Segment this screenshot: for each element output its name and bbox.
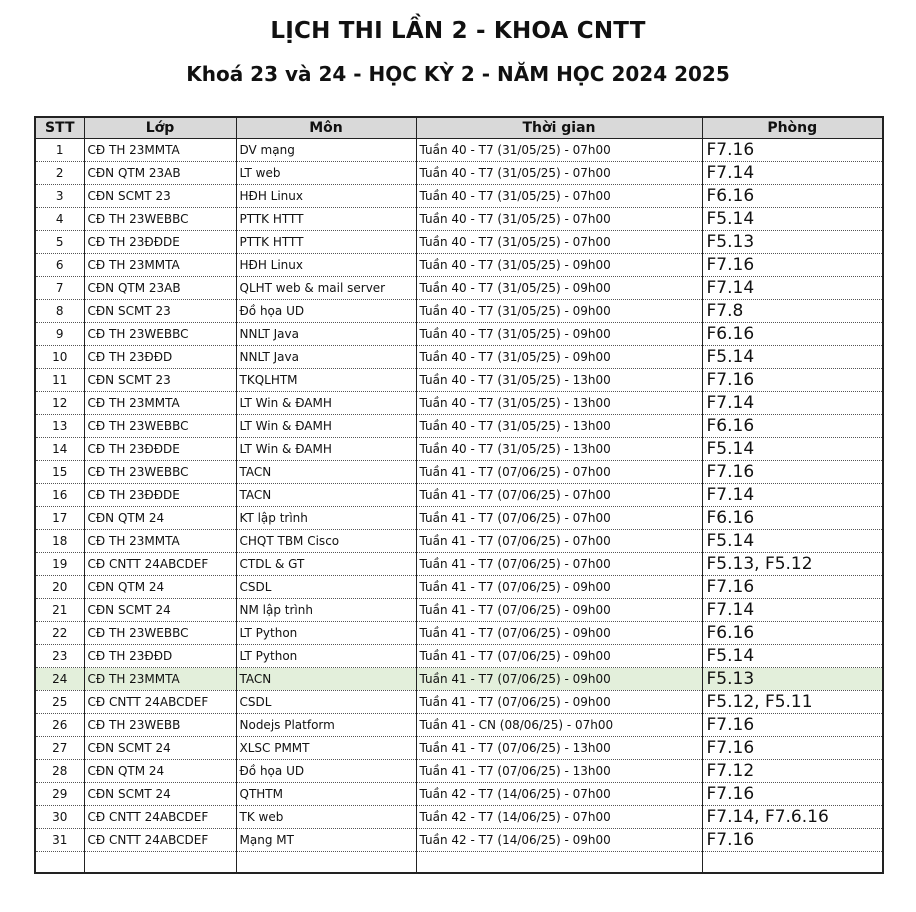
- cell-mon: LT Win & ĐAMH: [236, 392, 416, 415]
- cell-phong: F5.14: [702, 438, 882, 461]
- cell-thoigian: Tuần 40 - T7 (31/05/25) - 07h00: [416, 162, 702, 185]
- table-row: [36, 599, 882, 622]
- cell-phong: F6.16: [702, 622, 882, 645]
- cell-stt: 20: [36, 576, 84, 599]
- cell-thoigian: Tuần 40 - T7 (31/05/25) - 09h00: [416, 323, 702, 346]
- cell-lop: CĐ CNTT 24ABCDEF: [84, 691, 236, 714]
- cell-empty: [236, 852, 416, 873]
- header-phong: Phòng: [702, 118, 882, 139]
- cell-stt: 8: [36, 300, 84, 323]
- cell-phong: F7.14: [702, 392, 882, 415]
- cell-mon: DV mạng: [236, 139, 416, 162]
- cell-lop: CĐN SCMT 24: [84, 783, 236, 806]
- cell-phong: F6.16: [702, 415, 882, 438]
- cell-thoigian: Tuần 41 - T7 (07/06/25) - 07h00: [416, 484, 702, 507]
- cell-lop: CĐ TH 23MMTA: [84, 392, 236, 415]
- cell-phong: F7.16: [702, 737, 882, 760]
- cell-mon: LT Win & ĐAMH: [236, 438, 416, 461]
- table-row: [36, 231, 882, 254]
- cell-thoigian: Tuần 42 - T7 (14/06/25) - 07h00: [416, 783, 702, 806]
- cell-stt: 11: [36, 369, 84, 392]
- cell-thoigian: Tuần 41 - T7 (07/06/25) - 13h00: [416, 760, 702, 783]
- cell-lop: CĐ CNTT 24ABCDEF: [84, 806, 236, 829]
- cell-thoigian: Tuần 41 - T7 (07/06/25) - 07h00: [416, 461, 702, 484]
- table-row: [36, 208, 882, 231]
- cell-mon: TACN: [236, 668, 416, 691]
- table-row: [36, 553, 882, 576]
- table-row: [36, 392, 882, 415]
- cell-lop: CĐN QTM 23AB: [84, 162, 236, 185]
- cell-stt: 10: [36, 346, 84, 369]
- table-row: [36, 622, 882, 645]
- table-row: [36, 576, 882, 599]
- cell-mon: LT Python: [236, 645, 416, 668]
- cell-stt: 6: [36, 254, 84, 277]
- cell-thoigian: Tuần 40 - T7 (31/05/25) - 09h00: [416, 300, 702, 323]
- cell-phong: F7.8: [702, 300, 882, 323]
- cell-mon: NM lập trình: [236, 599, 416, 622]
- cell-thoigian: Tuần 41 - T7 (07/06/25) - 07h00: [416, 553, 702, 576]
- cell-phong: F5.14: [702, 208, 882, 231]
- cell-mon: Đồ họa UD: [236, 300, 416, 323]
- cell-lop: CĐ TH 23ĐĐDE: [84, 484, 236, 507]
- cell-thoigian: Tuần 41 - T7 (07/06/25) - 09h00: [416, 668, 702, 691]
- cell-stt: 4: [36, 208, 84, 231]
- cell-phong: F5.12, F5.11: [702, 691, 882, 714]
- cell-thoigian: Tuần 40 - T7 (31/05/25) - 13h00: [416, 369, 702, 392]
- cell-thoigian: Tuần 40 - T7 (31/05/25) - 13h00: [416, 415, 702, 438]
- cell-stt: 13: [36, 415, 84, 438]
- cell-thoigian: Tuần 40 - T7 (31/05/25) - 07h00: [416, 139, 702, 162]
- header-thoigian: Thời gian: [416, 118, 702, 139]
- cell-mon: KT lập trình: [236, 507, 416, 530]
- table-row: [36, 806, 882, 829]
- cell-stt: 19: [36, 553, 84, 576]
- cell-lop: CĐ CNTT 24ABCDEF: [84, 829, 236, 852]
- header-mon: Môn: [236, 118, 416, 139]
- page-title: LỊCH THI LẦN 2 - KHOA CNTT: [270, 18, 646, 44]
- cell-mon: CHQT TBM Cisco: [236, 530, 416, 553]
- table-row: [36, 645, 882, 668]
- cell-lop: CĐ TH 23WEBBC: [84, 622, 236, 645]
- cell-mon: TKQLHTM: [236, 369, 416, 392]
- cell-mon: Đồ họa UD: [236, 760, 416, 783]
- cell-thoigian: Tuần 40 - T7 (31/05/25) - 13h00: [416, 438, 702, 461]
- cell-lop: CĐN SCMT 23: [84, 185, 236, 208]
- table-row: [36, 139, 882, 162]
- cell-phong: F5.14: [702, 645, 882, 668]
- cell-lop: CĐ TH 23MMTA: [84, 254, 236, 277]
- table-row: [36, 714, 882, 737]
- cell-lop: CĐN QTM 24: [84, 507, 236, 530]
- cell-stt: 30: [36, 806, 84, 829]
- cell-lop: CĐ TH 23ĐĐDE: [84, 231, 236, 254]
- cell-lop: CĐN QTM 24: [84, 576, 236, 599]
- table-row: [36, 369, 882, 392]
- cell-stt: 21: [36, 599, 84, 622]
- table-row: [36, 185, 882, 208]
- cell-phong: F7.16: [702, 829, 882, 852]
- table-row: [36, 691, 882, 714]
- cell-stt: 1: [36, 139, 84, 162]
- table-row: [36, 530, 882, 553]
- cell-thoigian: Tuần 41 - CN (08/06/25) - 07h00: [416, 714, 702, 737]
- cell-empty: [416, 852, 702, 873]
- table-row: [36, 829, 882, 852]
- cell-thoigian: Tuần 40 - T7 (31/05/25) - 07h00: [416, 185, 702, 208]
- cell-lop: CĐ TH 23ĐĐDE: [84, 438, 236, 461]
- table-body: [36, 139, 882, 873]
- cell-phong: F7.16: [702, 576, 882, 599]
- table-row: [36, 461, 882, 484]
- cell-thoigian: Tuần 40 - T7 (31/05/25) - 07h00: [416, 231, 702, 254]
- cell-lop: CĐ TH 23WEBBC: [84, 208, 236, 231]
- table-row: [36, 737, 882, 760]
- cell-lop: CĐ TH 23ĐĐD: [84, 346, 236, 369]
- header-stt: STT: [36, 118, 84, 139]
- cell-mon: QTHTM: [236, 783, 416, 806]
- table-row: [36, 346, 882, 369]
- cell-phong: F7.16: [702, 783, 882, 806]
- cell-stt: 17: [36, 507, 84, 530]
- cell-lop: CĐN SCMT 24: [84, 599, 236, 622]
- cell-thoigian: Tuần 42 - T7 (14/06/25) - 09h00: [416, 829, 702, 852]
- cell-stt: 29: [36, 783, 84, 806]
- cell-mon: TACN: [236, 484, 416, 507]
- cell-thoigian: Tuần 41 - T7 (07/06/25) - 09h00: [416, 645, 702, 668]
- cell-lop: CĐ TH 23MMTA: [84, 530, 236, 553]
- cell-thoigian: Tuần 41 - T7 (07/06/25) - 09h00: [416, 622, 702, 645]
- table-row: [36, 162, 882, 185]
- cell-thoigian: Tuần 41 - T7 (07/06/25) - 09h00: [416, 576, 702, 599]
- cell-mon: TACN: [236, 461, 416, 484]
- cell-stt: 9: [36, 323, 84, 346]
- cell-lop: CĐ TH 23WEBBC: [84, 323, 236, 346]
- cell-stt: 25: [36, 691, 84, 714]
- cell-stt: 22: [36, 622, 84, 645]
- cell-empty: [84, 852, 236, 873]
- cell-mon: XLSC PMMT: [236, 737, 416, 760]
- cell-phong: F5.13, F5.12: [702, 553, 882, 576]
- cell-mon: CSDL: [236, 576, 416, 599]
- cell-phong: F7.14: [702, 162, 882, 185]
- cell-stt: 23: [36, 645, 84, 668]
- cell-mon: TK web: [236, 806, 416, 829]
- cell-mon: NNLT Java: [236, 346, 416, 369]
- cell-mon: QLHT web & mail server: [236, 277, 416, 300]
- cell-lop: CĐ CNTT 24ABCDEF: [84, 553, 236, 576]
- cell-stt: 7: [36, 277, 84, 300]
- cell-thoigian: Tuần 41 - T7 (07/06/25) - 07h00: [416, 507, 702, 530]
- cell-mon: Nodejs Platform: [236, 714, 416, 737]
- cell-lop: CĐ TH 23ĐĐD: [84, 645, 236, 668]
- cell-stt: 16: [36, 484, 84, 507]
- cell-lop: CĐ TH 23WEBB: [84, 714, 236, 737]
- cell-thoigian: Tuần 40 - T7 (31/05/25) - 09h00: [416, 346, 702, 369]
- cell-phong: F5.14: [702, 530, 882, 553]
- cell-phong: F5.13: [702, 668, 882, 691]
- table-row: [36, 300, 882, 323]
- cell-lop: CĐN QTM 24: [84, 760, 236, 783]
- cell-phong: F7.12: [702, 760, 882, 783]
- cell-phong: F7.14: [702, 599, 882, 622]
- cell-lop: CĐ TH 23MMTA: [84, 668, 236, 691]
- cell-phong: F5.14: [702, 346, 882, 369]
- cell-phong: F6.16: [702, 323, 882, 346]
- cell-mon: LT web: [236, 162, 416, 185]
- cell-phong: F5.13: [702, 231, 882, 254]
- cell-stt: 2: [36, 162, 84, 185]
- cell-mon: CTDL & GT: [236, 553, 416, 576]
- cell-lop: CĐN QTM 23AB: [84, 277, 236, 300]
- page-subtitle: Khoá 23 và 24 - HỌC KỲ 2 - NĂM HỌC 2024 2025: [186, 62, 730, 86]
- cell-lop: CĐN SCMT 23: [84, 369, 236, 392]
- cell-stt: 31: [36, 829, 84, 852]
- cell-stt: 26: [36, 714, 84, 737]
- header-lop: Lớp: [84, 118, 236, 139]
- cell-phong: F7.14: [702, 484, 882, 507]
- cell-thoigian: Tuần 41 - T7 (07/06/25) - 09h00: [416, 691, 702, 714]
- cell-phong: F7.14, F7.6.16: [702, 806, 882, 829]
- cell-stt: 27: [36, 737, 84, 760]
- cell-mon: PTTK HTTT: [236, 208, 416, 231]
- cell-mon: LT Win & ĐAMH: [236, 415, 416, 438]
- table-row: [36, 277, 882, 300]
- cell-mon: Mạng MT: [236, 829, 416, 852]
- table-row: [36, 323, 882, 346]
- cell-phong: F7.16: [702, 714, 882, 737]
- cell-empty: [702, 852, 882, 873]
- cell-lop: CĐ TH 23WEBBC: [84, 461, 236, 484]
- cell-lop: CĐ TH 23WEBBC: [84, 415, 236, 438]
- cell-lop: CĐN SCMT 24: [84, 737, 236, 760]
- cell-stt: 28: [36, 760, 84, 783]
- cell-mon: HĐH Linux: [236, 254, 416, 277]
- cell-mon: NNLT Java: [236, 323, 416, 346]
- cell-stt: 15: [36, 461, 84, 484]
- table-header-row: [36, 118, 882, 139]
- cell-phong: F7.16: [702, 369, 882, 392]
- table-row: [36, 254, 882, 277]
- table-row: [36, 484, 882, 507]
- cell-thoigian: Tuần 40 - T7 (31/05/25) - 13h00: [416, 392, 702, 415]
- cell-phong: F7.16: [702, 461, 882, 484]
- cell-stt: 18: [36, 530, 84, 553]
- table-row-empty: [36, 852, 882, 873]
- cell-stt: 14: [36, 438, 84, 461]
- cell-lop: CĐ TH 23MMTA: [84, 139, 236, 162]
- cell-empty: [36, 852, 84, 873]
- cell-stt: 24: [36, 668, 84, 691]
- cell-mon: CSDL: [236, 691, 416, 714]
- cell-thoigian: Tuần 40 - T7 (31/05/25) - 09h00: [416, 254, 702, 277]
- cell-thoigian: Tuần 41 - T7 (07/06/25) - 07h00: [416, 530, 702, 553]
- cell-thoigian: Tuần 40 - T7 (31/05/25) - 07h00: [416, 208, 702, 231]
- table-row: [36, 415, 882, 438]
- cell-phong: F7.14: [702, 277, 882, 300]
- cell-phong: F7.16: [702, 139, 882, 162]
- cell-stt: 5: [36, 231, 84, 254]
- cell-mon: LT Python: [236, 622, 416, 645]
- cell-mon: HĐH Linux: [236, 185, 416, 208]
- exam-schedule-table: [36, 118, 882, 872]
- table-row: [36, 760, 882, 783]
- table-row: [36, 783, 882, 806]
- cell-stt: 3: [36, 185, 84, 208]
- cell-thoigian: Tuần 40 - T7 (31/05/25) - 09h00: [416, 277, 702, 300]
- exam-schedule-sheet: [34, 116, 884, 874]
- cell-phong: F6.16: [702, 507, 882, 530]
- cell-stt: 12: [36, 392, 84, 415]
- cell-thoigian: Tuần 42 - T7 (14/06/25) - 07h00: [416, 806, 702, 829]
- cell-thoigian: Tuần 41 - T7 (07/06/25) - 13h00: [416, 737, 702, 760]
- table-row: [36, 438, 882, 461]
- cell-phong: F6.16: [702, 185, 882, 208]
- cell-phong: F7.16: [702, 254, 882, 277]
- table-row: [36, 507, 882, 530]
- cell-thoigian: Tuần 41 - T7 (07/06/25) - 09h00: [416, 599, 702, 622]
- table-row: [36, 668, 882, 691]
- cell-mon: PTTK HTTT: [236, 231, 416, 254]
- cell-lop: CĐN SCMT 23: [84, 300, 236, 323]
